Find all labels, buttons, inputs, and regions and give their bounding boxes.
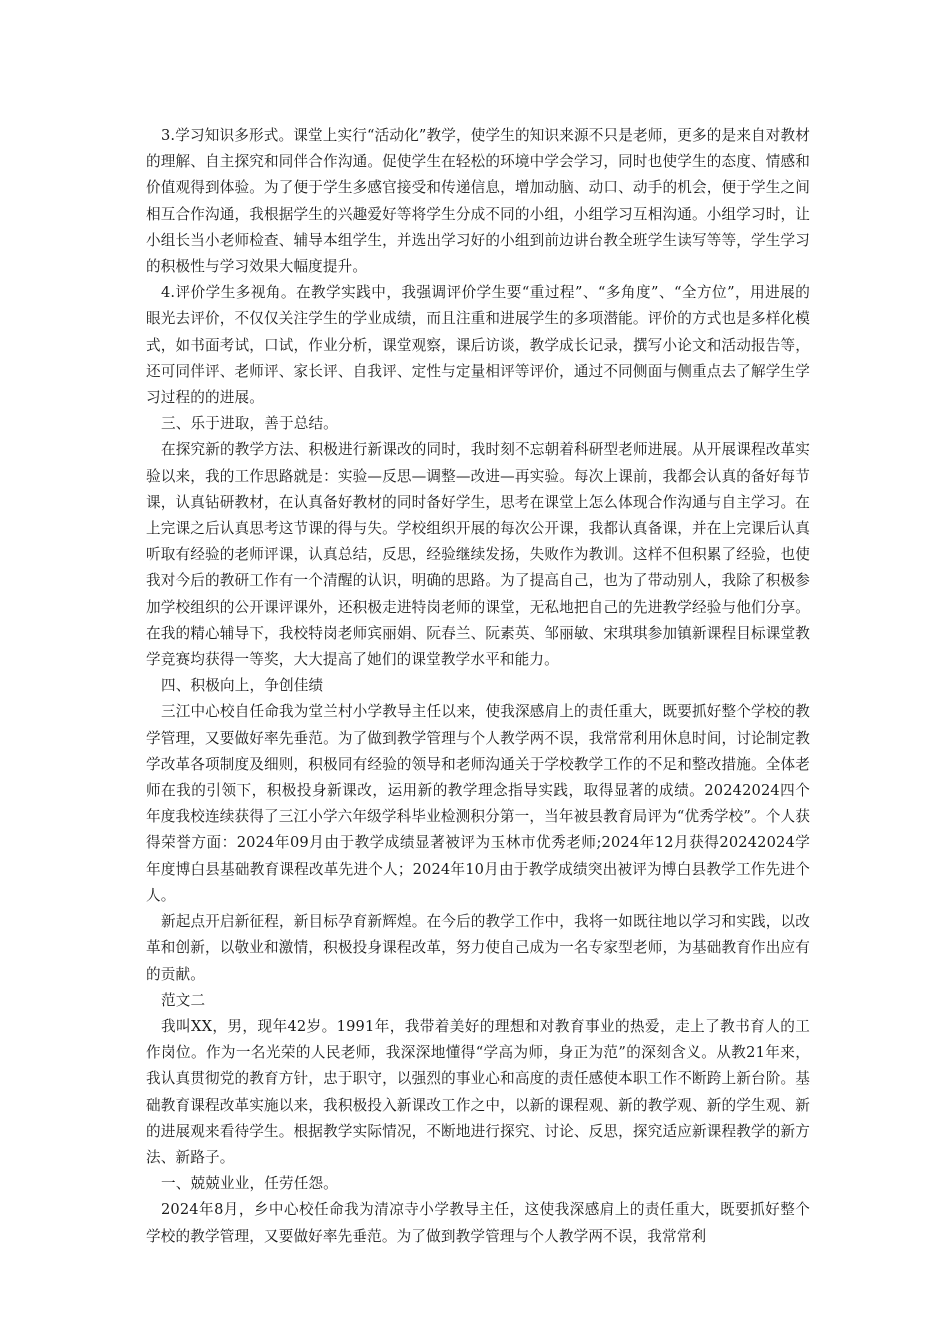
paragraph-evaluation: 4.评价学生多视角。在教学实践中，我强调评价学生要“重过程”、“多角度”、“全方位”，用进展的眼光去评价，不仅仅关注学生的学业成绩，而且注重和进展学生的多项潜能。评价的方式也是多样化模式，如书面考试，口试，作业分析，课堂观察，课后访谈，教学成长记录，撰写小论文和活动报告等，还可同伴评、老师评、家长评、自我评、定性与定量相评等评价，通过不同侧面与侧重点去了解学生学习过程的的进展。 (146, 284, 810, 407)
paragraph-appointment: 2024年8月，乡中心校任命我为清凉寺小学教导主任，这使我深感肩上的责任重大，既要抓好整个学校的教学管理，又要做好率先垂范。为了做到教学管理与个人教学两不误，我常常利 (146, 1201, 810, 1245)
paragraph-research: 在探究新的教学方法、积极进行新课改的同时，我时刻不忘朝着科研型老师进展。从开展课程改革实验以来，我的工作思路就是：实验—反思—调整—改进—再实验。每次上课前，我都会认真的备好每节课，认真钻研教材，在认真备好教材的同时备好学生，思考在课堂上怎么体现合作沟通与自主学习。在上完课之后认真思考这节课的得与失。学校组织开展的每次公开课，我都认真备课，并在上完课后认真听取有经验的老师评课，认真总结，反思，经验继续发扬，失败作为教训。这样不但积累了经验，也使我对今后的教研工作有一个清醒的认识，明确的思路。为了提高自己，也为了带动别人，我除了积极参加学校组织的公开课评课外，还积极走进特岗老师的课堂，无私地把自己的先进教学经验与他们分享。在我的精心辅导下，我校特岗老师宾丽娟、阮春兰、阮素英、邹丽敏、宋琪琪参加镇新课程目标课堂教学竞赛均获得一等奖，大大提高了她们的课堂教学水平和能力。 (146, 441, 810, 669)
section-heading-three: 三、乐于进取，善于总结。 (161, 415, 338, 433)
document-body (146, 123, 810, 1250)
section-heading-four: 四、积极向上，争创佳绩 (161, 677, 324, 695)
sample-two-heading: 范文二 (161, 991, 206, 1009)
paragraph-conclusion: 新起点开启新征程，新目标孕育新辉煌。在今后的教学工作中，我将一如既往地以学习和实践，以改革和创新，以敬业和激情，积极投身课程改革，努力使自己成为一名专家型老师，为基础教育作出应有的贡献。 (146, 913, 810, 983)
paragraph-achievements: 三江中心校自任命我为堂兰村小学教导主任以来，使我深感肩上的责任重大，既要抓好整个学校的教学管理，又要做好率先垂范。为了做到教学管理与个人教学两不误，我常常利用休息时间，讨论制定教学改革各项制度及细则，积极同有经验的领导和老师沟通关于学校教学工作的不足和整改措施。全体老师在我的引领下，积极投身新课改，运用新的教学理念指导实践，取得显著的成绩。20242024四个年度我校连续获得了三江小学六年级学科毕业检测积分第一，当年被县教育局评为“优秀学校”。个人获得荣誉方面：2024年09月由于教学成绩显著被评为玉林市优秀老师;2024年12月获得20242024学年度博白县基础教育课程改革先进个人；2024年10月由于教学成绩突出被评为博白县教学工作先进个人。 (146, 703, 810, 904)
paragraph-learning-forms: 3.学习知识多形式。课堂上实行“活动化”教学，使学生的知识来源不只是老师，更多的是来自对教材的理解、自主探究和同伴合作沟通。促使学生在轻松的环境中学会学习，同时也使学生的态度、情感和价值观得到体验。为了便于学生多感官接受和传递信息，增加动脑、动口、动手的机会，便于学生之间相互合作沟通，我根据学生的兴趣爱好等将学生分成不同的小组，小组学习互相沟通。小组学习时，让小组长当小老师检查、辅导本组学生，并选出学习好的小组到前边讲台教全班学生读写等等，学生学习的积极性与学习效果大幅度提升。 (146, 127, 810, 276)
section-heading-one: 一、兢兢业业，任劳任怨。 (161, 1175, 338, 1193)
paragraph-introduction: 我叫XX，男，现年42岁。1991年，我带着美好的理想和对教育事业的热爱，走上了教书育人的工作岗位。作为一名光荣的人民老师，我深深地懂得“学高为师，身正为范”的深刻含义。从教21年来，我认真贯彻党的教育方针，忠于职守，以强烈的事业心和高度的责任感使本职工作不断跨上新台阶。基础教育课程改革实施以来，我积极投入新课改工作之中，以新的课程观、新的教学观、新的学生观、新的进展观来看待学生。根据教学实际情况，不断地进行探究、讨论、反思，探究适应新课程教学的新方法、新路子。 (146, 1017, 810, 1166)
